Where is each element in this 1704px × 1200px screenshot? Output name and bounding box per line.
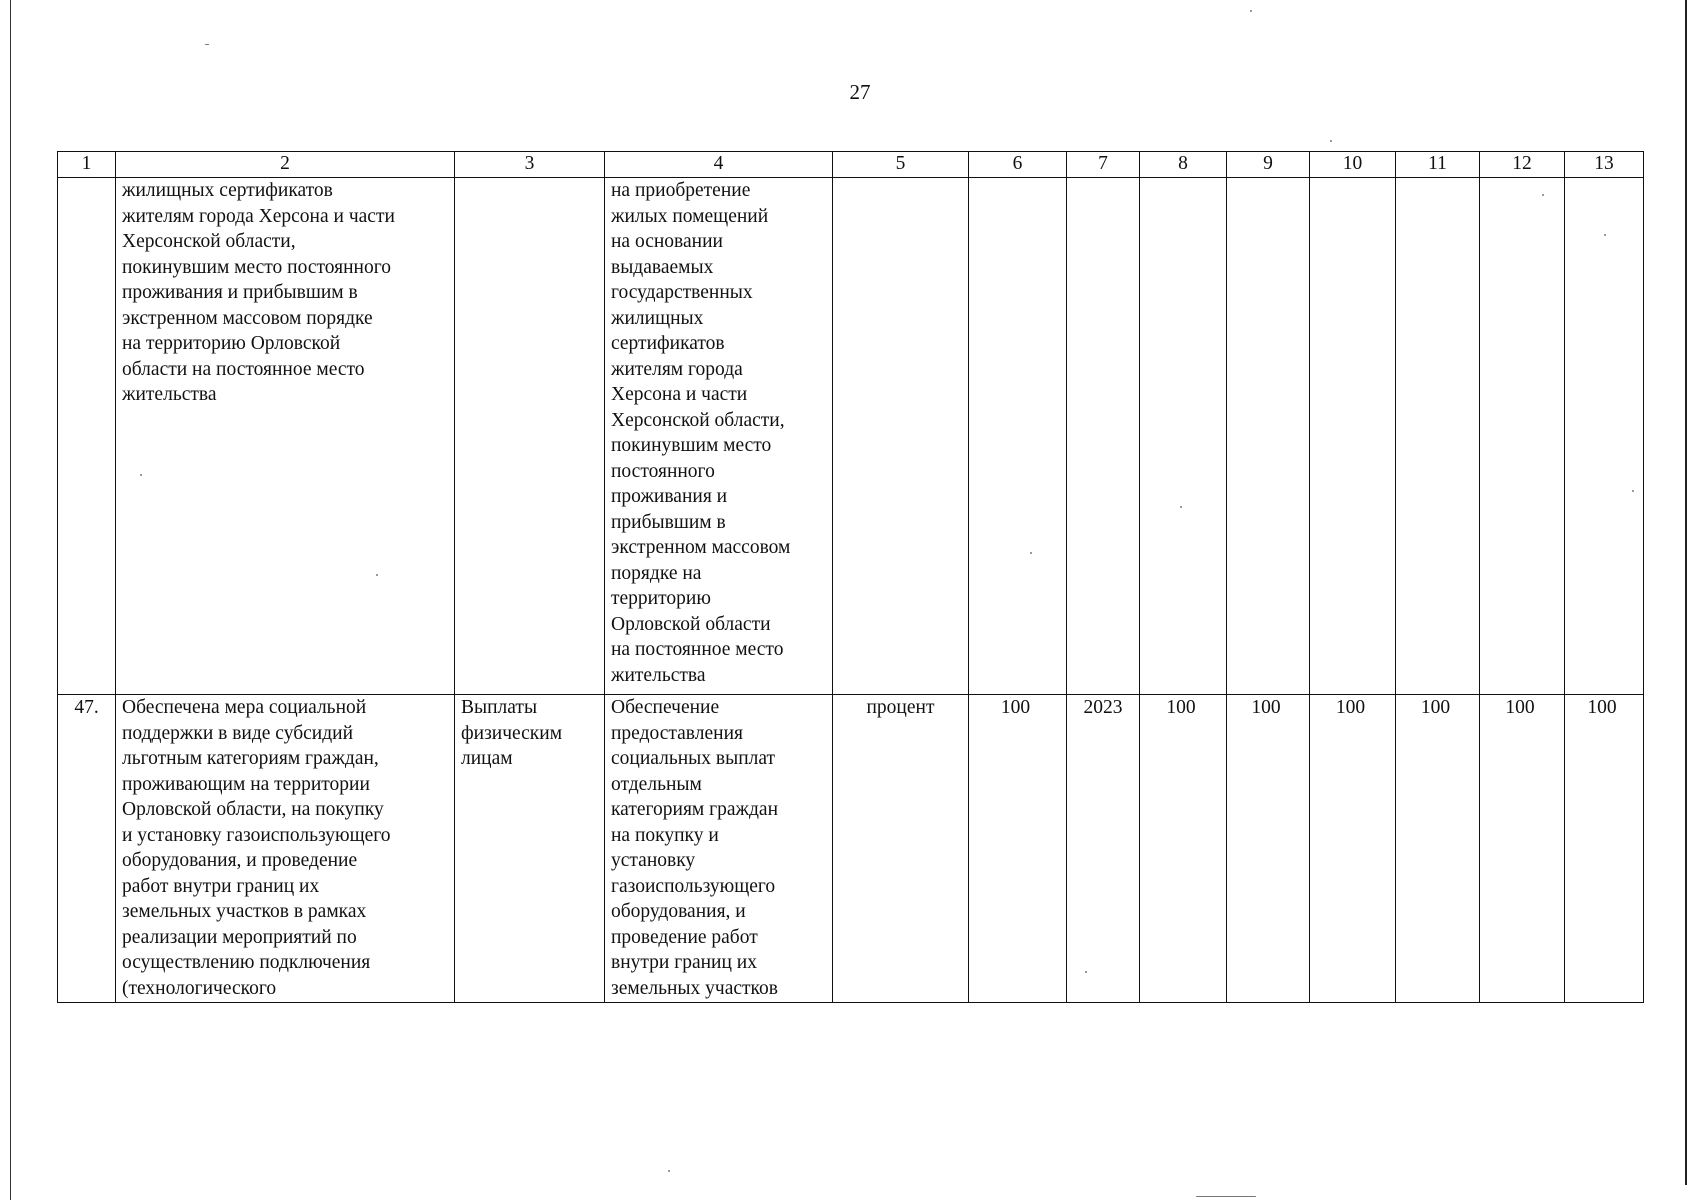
column-header: 7 [1067,152,1140,178]
description-cell: на приобретение жилых помещений на основании выдаваемых государственных жилищных сертификатов жителям города Херсона и части Херсонской области, покинувшим место постоянного проживания и прибывшим в экстренном массовом порядке на территорию Орловской области на постоянное место жительства [605,178,833,695]
value-cell: 100 [1480,695,1565,1003]
column-header: 8 [1140,152,1227,178]
scan-edge-right [1685,0,1687,1185]
unit-cell [833,178,969,695]
scan-speck [1542,194,1544,196]
scan-speck [1196,1196,1256,1197]
row-number-cell: 47. [58,695,116,1003]
scan-speck [1330,140,1332,142]
column-header: 5 [833,152,969,178]
scan-speck [668,1170,670,1172]
year-cell [1067,178,1140,695]
scan-speck [205,44,209,45]
value-cell [1396,178,1480,695]
scan-speck [1085,971,1087,973]
value-cell [1565,178,1644,695]
column-header: 3 [455,152,605,178]
value-cell: 100 [1565,695,1644,1003]
column-header: 2 [116,152,455,178]
table-row [58,178,1644,695]
table-row [58,695,1644,1003]
value-cell: 100 [1227,695,1310,1003]
value-cell [969,178,1067,695]
scan-edge-left [10,0,11,1200]
page-number: 27 [849,80,871,104]
type-cell: Выплаты физическим лицам [455,695,605,1003]
description-cell: Обеспечение предоставления социальных выплат отдельным категориям граждан на покупку и установку газоиспользующего оборудования, и проведение работ внутри границ их земельных участков [605,695,833,1003]
value-cell: 100 [969,695,1067,1003]
value-cell: 100 [1140,695,1227,1003]
year-cell: 2023 [1067,695,1140,1003]
scan-speck [140,474,142,476]
value-cell [1227,178,1310,695]
column-header: 6 [969,152,1067,178]
column-header: 10 [1310,152,1396,178]
value-cell [1310,178,1396,695]
value-cell: 100 [1310,695,1396,1003]
type-cell [455,178,605,695]
scan-speck [1030,552,1032,554]
scan-speck [1632,490,1634,492]
scan-speck [1604,234,1606,236]
unit-cell: процент [833,695,969,1003]
value-cell: 100 [1396,695,1480,1003]
column-header: 12 [1480,152,1565,178]
column-header: 11 [1396,152,1480,178]
scan-speck [1180,506,1182,508]
value-cell [1140,178,1227,695]
column-header: 1 [58,152,116,178]
column-header: 13 [1565,152,1644,178]
data-table [57,151,1644,1003]
indicator-name-cell: жилищных сертификатов жителям города Херсона и части Херсонской области, покинувшим место постоянного проживания и прибывшим в экстренном массовом порядке на территорию Орловской области на постоянное место жительства [116,178,455,695]
scan-speck [1250,10,1252,12]
scan-speck [376,574,378,576]
column-header: 4 [605,152,833,178]
indicator-name-cell: Обеспечена мера социальной поддержки в виде субсидий льготным категориям граждан, проживающим на территории Орловской области, на покупку и установку газоиспользующего оборудования, и проведение работ внутри границ их земельных участков в рамках реализации мероприятий по осуществлению подключения (технологического [116,695,455,1003]
table-header-row [58,152,1644,178]
row-number-cell [58,178,116,695]
column-header: 9 [1227,152,1310,178]
value-cell [1480,178,1565,695]
